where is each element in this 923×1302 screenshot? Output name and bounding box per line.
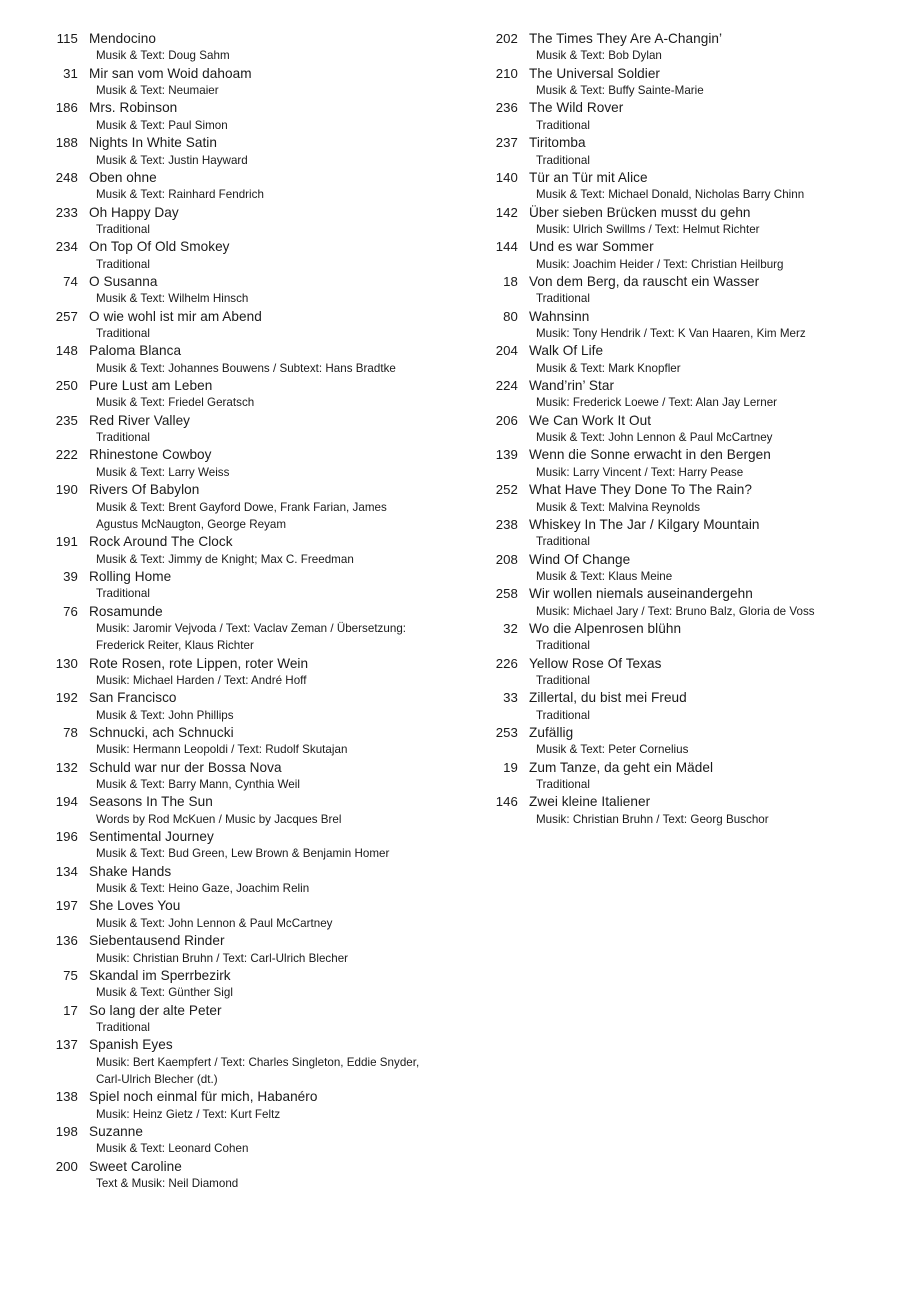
entry-title: Red River Valley (89, 412, 191, 428)
index-entry[interactable] (478, 689, 898, 724)
entry-body (518, 446, 898, 481)
entry-body (78, 568, 458, 603)
index-entry[interactable] (38, 793, 458, 828)
entry-credit: Musik & Text: Peter Cornelius (536, 743, 689, 757)
index-column-right (478, 30, 898, 828)
index-entry[interactable] (478, 204, 898, 239)
entry-title: Whiskey In The Jar / Kilgary Mountain (529, 516, 760, 532)
entry-page-number: 257 (55, 308, 78, 324)
entry-credit: Musik: Tony Hendrik / Text: K Van Haaren, Kim Merz (536, 327, 806, 341)
entry-title: Schnucki, ach Schnucki (89, 724, 234, 740)
entry-page-number: 192 (55, 690, 78, 706)
entry-page-number: 204 (495, 343, 518, 359)
entry-body (78, 204, 458, 239)
entry-body (78, 30, 458, 65)
entry-page-number: 31 (63, 65, 78, 81)
entry-credit: Musik: Bert Kaempfert / Text: Charles Singleton, Eddie Snyder, Carl-Ulrich Blecher (dt.) (96, 1055, 420, 1086)
entry-title: O wie wohl ist mir am Abend (89, 308, 262, 324)
entry-title: Rock Around The Clock (89, 534, 233, 550)
entry-page-number: 130 (55, 655, 78, 671)
entry-page-number: 33 (503, 690, 518, 706)
entry-body (78, 1158, 458, 1193)
entry-title: Pure Lust am Leben (89, 378, 213, 394)
entry-page-number: 74 (63, 273, 78, 289)
entry-title: Wo die Alpenrosen blühn (529, 620, 682, 636)
entry-body (78, 932, 458, 967)
index-entry[interactable] (478, 169, 898, 204)
entry-title: The Universal Soldier (529, 65, 661, 81)
entry-title: Rolling Home (89, 568, 172, 584)
entry-body (78, 967, 458, 1002)
entry-page-number: 136 (55, 933, 78, 949)
entry-credit: Words by Rod McKuen / Music by Jacques Brel (96, 812, 342, 826)
entry-credit: Musik & Text: Rainhard Fendrich (96, 188, 264, 202)
entry-body (518, 308, 898, 343)
entry-page-number: 198 (55, 1123, 78, 1139)
entry-page-number: 250 (55, 378, 78, 394)
entry-body (78, 897, 458, 932)
entry-page-number: 132 (55, 759, 78, 775)
entry-title: O Susanna (89, 273, 158, 289)
entry-credit: Musik & Text: Bud Green, Lew Brown & Benjamin Homer (96, 847, 390, 861)
entry-body (78, 446, 458, 481)
entry-body (78, 793, 458, 828)
entry-page-number: 76 (63, 603, 78, 619)
entry-page-number: 146 (495, 794, 518, 810)
entry-credit: Musik & Text: John Lennon & Paul McCartney (96, 916, 333, 930)
entry-title: Paloma Blanca (89, 343, 182, 359)
entry-page-number: 258 (495, 586, 518, 602)
index-entry[interactable] (478, 238, 898, 273)
index-entry[interactable] (478, 412, 898, 447)
entry-page-number: 32 (503, 620, 518, 636)
entry-title: Und es war Sommer (529, 239, 654, 255)
index-entry[interactable] (38, 342, 458, 377)
entry-title: Sweet Caroline (89, 1158, 182, 1174)
entry-title: Skandal im Sperrbezirk (89, 967, 231, 983)
entry-credit: Traditional (96, 1020, 150, 1034)
index-entry[interactable] (478, 655, 898, 690)
index-entry[interactable] (38, 759, 458, 794)
entry-credit: Musik & Text: John Phillips (96, 708, 234, 722)
entry-body (78, 169, 458, 204)
index-entry[interactable] (38, 1123, 458, 1158)
entry-body (78, 863, 458, 898)
index-entry[interactable] (38, 1158, 458, 1193)
index-entry[interactable] (478, 308, 898, 343)
index-entry[interactable] (478, 65, 898, 100)
entry-page-number: 226 (495, 655, 518, 671)
entry-title: Wir wollen niemals auseinandergehn (529, 586, 753, 602)
entry-body (518, 65, 898, 100)
entry-title: Siebentausend Rinder (89, 933, 225, 949)
entry-body (518, 724, 898, 759)
index-entry[interactable] (478, 551, 898, 586)
entry-body (78, 759, 458, 794)
entry-page-number: 202 (495, 31, 518, 46)
entry-body (78, 1036, 458, 1088)
entry-credit: Musik: Joachim Heider / Text: Christian Heilburg (536, 257, 784, 271)
entry-title: Rivers Of Babylon (89, 482, 200, 498)
entry-page-number: 80 (503, 308, 518, 324)
entry-body (78, 724, 458, 759)
index-entry[interactable] (38, 446, 458, 481)
index-entry[interactable] (38, 308, 458, 343)
index-entry[interactable] (38, 204, 458, 239)
entry-credit: Musik: Heinz Gietz / Text: Kurt Feltz (96, 1107, 281, 1121)
index-entry[interactable] (38, 863, 458, 898)
entry-title: Rhinestone Cowboy (89, 447, 212, 463)
entry-page-number: 144 (495, 239, 518, 255)
entry-body (518, 99, 898, 134)
entry-page-number: 224 (495, 378, 518, 394)
entry-body (518, 689, 898, 724)
entry-page-number: 191 (55, 534, 78, 550)
index-entry[interactable] (478, 134, 898, 169)
entry-page-number: 253 (495, 725, 518, 741)
entry-credit: Musik: Larry Vincent / Text: Harry Pease (536, 465, 744, 479)
index-entry[interactable] (38, 568, 458, 603)
entry-credit: Traditional (96, 257, 150, 271)
index-entry[interactable] (38, 134, 458, 169)
entry-title: Mendocino (89, 31, 156, 46)
entry-body (78, 273, 458, 308)
entry-title: Rosamunde (89, 603, 163, 619)
index-column-left (38, 30, 458, 1192)
entry-page-number: 196 (55, 829, 78, 845)
entry-page-number: 222 (55, 447, 78, 463)
entry-title: She Loves You (89, 898, 181, 914)
entry-page-number: 190 (55, 482, 78, 498)
entry-credit: Traditional (536, 778, 590, 792)
entry-credit: Text & Musik: Neil Diamond (96, 1177, 239, 1191)
entry-title: Sentimental Journey (89, 829, 214, 845)
entry-title: Mrs. Robinson (89, 100, 178, 116)
entry-credit: Musik & Text: Barry Mann, Cynthia Weil (96, 778, 300, 792)
entry-body (78, 1123, 458, 1158)
entry-page-number: 238 (495, 516, 518, 532)
entry-page-number: 248 (55, 169, 78, 185)
entry-body (518, 620, 898, 655)
entry-credit: Musik & Text: Klaus Meine (536, 569, 673, 583)
entry-page-number: 234 (55, 239, 78, 255)
entry-body (518, 412, 898, 447)
entry-credit: Traditional (536, 674, 590, 688)
entry-title: Nights In White Satin (89, 135, 217, 151)
entry-page-number: 197 (55, 898, 78, 914)
entry-page-number: 236 (495, 100, 518, 116)
entry-credit: Musik & Text: Johannes Bouwens / Subtext: Hans Bradtke (96, 361, 396, 375)
entry-body (78, 533, 458, 568)
entry-body (518, 30, 898, 65)
entry-page-number: 188 (55, 135, 78, 151)
index-entry[interactable] (38, 1088, 458, 1123)
index-entry[interactable] (38, 377, 458, 412)
entry-page-number: 115 (56, 31, 78, 46)
entry-credit: Musik & Text: Heino Gaze, Joachim Relin (96, 882, 310, 896)
entry-body (518, 551, 898, 586)
index-entry[interactable] (38, 412, 458, 447)
entry-title: Walk Of Life (529, 343, 604, 359)
entry-title: San Francisco (89, 690, 177, 706)
entry-title: Zillertal, du bist mei Freud (529, 690, 687, 706)
entry-body (78, 99, 458, 134)
entry-credit: Musik & Text: Leonard Cohen (96, 1142, 249, 1156)
entry-title: Rote Rosen, rote Lippen, roter Wein (89, 655, 309, 671)
index-entry[interactable] (478, 793, 898, 828)
entry-credit: Traditional (536, 535, 590, 549)
index-entry[interactable] (38, 967, 458, 1002)
entry-page-number: 75 (63, 967, 78, 983)
entry-page-number: 200 (55, 1158, 78, 1174)
entry-page-number: 233 (55, 204, 78, 220)
entry-page-number: 208 (495, 551, 518, 567)
entry-body (78, 1088, 458, 1123)
index-entry[interactable] (38, 932, 458, 967)
entry-body (518, 204, 898, 239)
entry-body (518, 481, 898, 516)
index-entry[interactable] (38, 99, 458, 134)
index-entry[interactable] (38, 724, 458, 759)
entry-credit: Musik & Text: Friedel Geratsch (96, 396, 255, 410)
index-entry[interactable] (38, 65, 458, 100)
entry-title: The Times They Are A-Changin’ (529, 31, 723, 46)
entry-credit: Musik & Text: Justin Hayward (96, 153, 248, 167)
entry-credit: Musik & Text: Malvina Reynolds (536, 500, 701, 514)
index-entry[interactable] (38, 481, 458, 533)
entry-body (78, 308, 458, 343)
entry-title: Wenn die Sonne erwacht in den Bergen (529, 447, 771, 463)
entry-credit: Traditional (96, 431, 150, 445)
entry-credit: Musik & Text: John Lennon & Paul McCartney (536, 431, 773, 445)
entry-body (78, 481, 458, 533)
entry-body (78, 1002, 458, 1037)
entry-page-number: 148 (55, 343, 78, 359)
entry-credit: Traditional (536, 708, 590, 722)
entry-title: So lang der alte Peter (89, 1002, 222, 1018)
entry-page-number: 194 (55, 794, 78, 810)
entry-credit: Musik & Text: Doug Sahm (96, 49, 230, 63)
index-entry[interactable] (38, 30, 458, 65)
entry-page-number: 18 (503, 273, 518, 289)
index-entry[interactable] (478, 620, 898, 655)
index-entry[interactable] (38, 533, 458, 568)
entry-body (518, 273, 898, 308)
index-entry[interactable] (478, 724, 898, 759)
entry-page-number: 17 (63, 1002, 78, 1018)
entry-body (518, 759, 898, 794)
entry-title: Mir san vom Woid dahoam (89, 65, 252, 81)
entry-body (518, 793, 898, 828)
entry-body (518, 134, 898, 169)
index-entry[interactable] (478, 585, 898, 620)
entry-body (78, 828, 458, 863)
entry-credit: Traditional (96, 327, 150, 341)
entry-page-number: 235 (55, 412, 78, 428)
entry-title: Zufällig (529, 725, 574, 741)
entry-title: Suzanne (89, 1123, 144, 1139)
entry-credit: Musik: Christian Bruhn / Text: Georg Buschor (536, 812, 769, 826)
entry-page-number: 139 (495, 447, 518, 463)
index-entry[interactable] (478, 759, 898, 794)
entry-body (78, 412, 458, 447)
index-entry[interactable] (38, 1002, 458, 1037)
entry-credit: Musik & Text: Günther Sigl (96, 986, 233, 1000)
entry-credit: Musik: Hermann Leopoldi / Text: Rudolf Skutajan (96, 743, 348, 757)
index-entry[interactable] (478, 481, 898, 516)
index-entry[interactable] (478, 377, 898, 412)
entry-credit: Musik: Christian Bruhn / Text: Carl-Ulrich Blecher (96, 951, 349, 965)
entry-body (518, 516, 898, 551)
entry-title: Schuld war nur der Bossa Nova (89, 759, 282, 775)
entry-body (78, 238, 458, 273)
entry-body (518, 655, 898, 690)
entry-page-number: 210 (495, 65, 518, 81)
entry-title: We Can Work It Out (529, 412, 652, 428)
entry-credit: Musik: Michael Jary / Text: Bruno Balz, Gloria de Voss (536, 604, 815, 618)
entry-credit: Musik & Text: Brent Gayford Dowe, Frank Farian, James Agustus McNaugton, George Reyam (96, 500, 387, 531)
index-entry[interactable] (38, 897, 458, 932)
entry-credit: Musik: Jaromir Vejvoda / Text: Vaclav Zeman / Übersetzung: Frederick Reiter, Klaus Richter (96, 621, 407, 653)
entry-title: What Have They Done To The Rain? (529, 482, 753, 498)
entry-body (78, 655, 458, 690)
entry-title: Spiel noch einmal für mich, Habanéro (89, 1089, 318, 1105)
entry-title: Oben ohne (89, 169, 157, 185)
entry-credit: Traditional (96, 587, 150, 601)
entry-title: Wind Of Change (529, 551, 631, 567)
index-entry[interactable] (38, 655, 458, 690)
entry-body (78, 689, 458, 724)
index-entry[interactable] (38, 1036, 458, 1088)
index-entry[interactable] (478, 273, 898, 308)
entry-title: Tür an Tür mit Alice (529, 169, 648, 185)
index-entry[interactable] (38, 603, 458, 655)
entry-page-number: 252 (495, 482, 518, 498)
entry-title: Zwei kleine Italiener (529, 794, 651, 810)
entry-title: Wand’rin’ Star (529, 378, 615, 394)
index-entry[interactable] (478, 342, 898, 377)
entry-credit: Musik & Text: Michael Donald, Nicholas Barry Chinn (536, 188, 805, 202)
entry-credit: Musik & Text: Larry Weiss (96, 465, 230, 479)
entry-body (518, 585, 898, 620)
entry-body (78, 342, 458, 377)
entry-body (78, 65, 458, 100)
index-entry[interactable] (38, 238, 458, 273)
entry-page-number: 138 (55, 1089, 78, 1105)
entry-title: Shake Hands (89, 863, 172, 879)
entry-title: Oh Happy Day (89, 204, 179, 220)
index-entry[interactable] (478, 30, 898, 65)
entry-title: Zum Tanze, da geht ein Mädel (529, 759, 714, 775)
entry-credit: Traditional (536, 292, 590, 306)
entry-body (518, 377, 898, 412)
entry-page-number: 206 (495, 412, 518, 428)
index-entry[interactable] (38, 273, 458, 308)
index-columns (0, 30, 923, 1192)
entry-credit: Traditional (536, 639, 590, 653)
entry-title: Yellow Rose Of Texas (529, 655, 662, 671)
entry-body (518, 342, 898, 377)
entry-credit: Musik: Frederick Loewe / Text: Alan Jay Lerner (536, 396, 778, 410)
index-entry[interactable] (38, 689, 458, 724)
entry-credit: Musik & Text: Paul Simon (96, 118, 228, 132)
entry-title: Über sieben Brücken musst du gehn (529, 204, 751, 220)
index-entry[interactable] (478, 446, 898, 481)
entry-title: Von dem Berg, da rauscht ein Wasser (529, 273, 760, 289)
entry-credit: Traditional (536, 153, 590, 167)
entry-page-number: 142 (495, 204, 518, 220)
entry-credit: Traditional (536, 118, 590, 132)
index-entry[interactable] (478, 99, 898, 134)
entry-page-number: 78 (63, 724, 78, 740)
entry-page-number: 134 (55, 863, 78, 879)
entry-page-number: 39 (63, 568, 78, 584)
index-entry[interactable] (38, 828, 458, 863)
entry-page-number: 186 (55, 100, 78, 116)
index-entry[interactable] (38, 169, 458, 204)
entry-credit: Musik & Text: Bob Dylan (536, 49, 662, 63)
entry-credit: Musik & Text: Jimmy de Knight; Max C. Freedman (96, 552, 354, 566)
entry-body (78, 603, 458, 655)
entry-credit: Musik & Text: Mark Knopfler (536, 361, 681, 375)
entry-title: Wahnsinn (529, 308, 590, 324)
entry-credit: Traditional (96, 222, 150, 236)
entry-title: The Wild Rover (529, 100, 624, 116)
entry-title: On Top Of Old Smokey (89, 239, 230, 255)
entry-body (518, 169, 898, 204)
entry-title: Seasons In The Sun (89, 794, 213, 810)
entry-credit: Musik & Text: Wilhelm Hinsch (96, 292, 249, 306)
entry-page-number: 140 (495, 169, 518, 185)
entry-body (78, 134, 458, 169)
entry-credit: Musik: Ulrich Swillms / Text: Helmut Richter (536, 222, 760, 236)
entry-page-number: 237 (495, 135, 518, 151)
entry-title: Spanish Eyes (89, 1037, 173, 1053)
entry-body (78, 377, 458, 412)
entry-credit: Musik & Text: Neumaier (96, 84, 219, 98)
entry-page-number: 137 (55, 1037, 78, 1053)
index-entry[interactable] (478, 516, 898, 551)
entry-page-number: 19 (503, 759, 518, 775)
entry-title: Tiritomba (529, 135, 586, 151)
entry-credit: Musik: Michael Harden / Text: André Hoff (96, 673, 307, 687)
entry-credit: Musik & Text: Buffy Sainte-Marie (536, 84, 704, 98)
entry-body (518, 238, 898, 273)
